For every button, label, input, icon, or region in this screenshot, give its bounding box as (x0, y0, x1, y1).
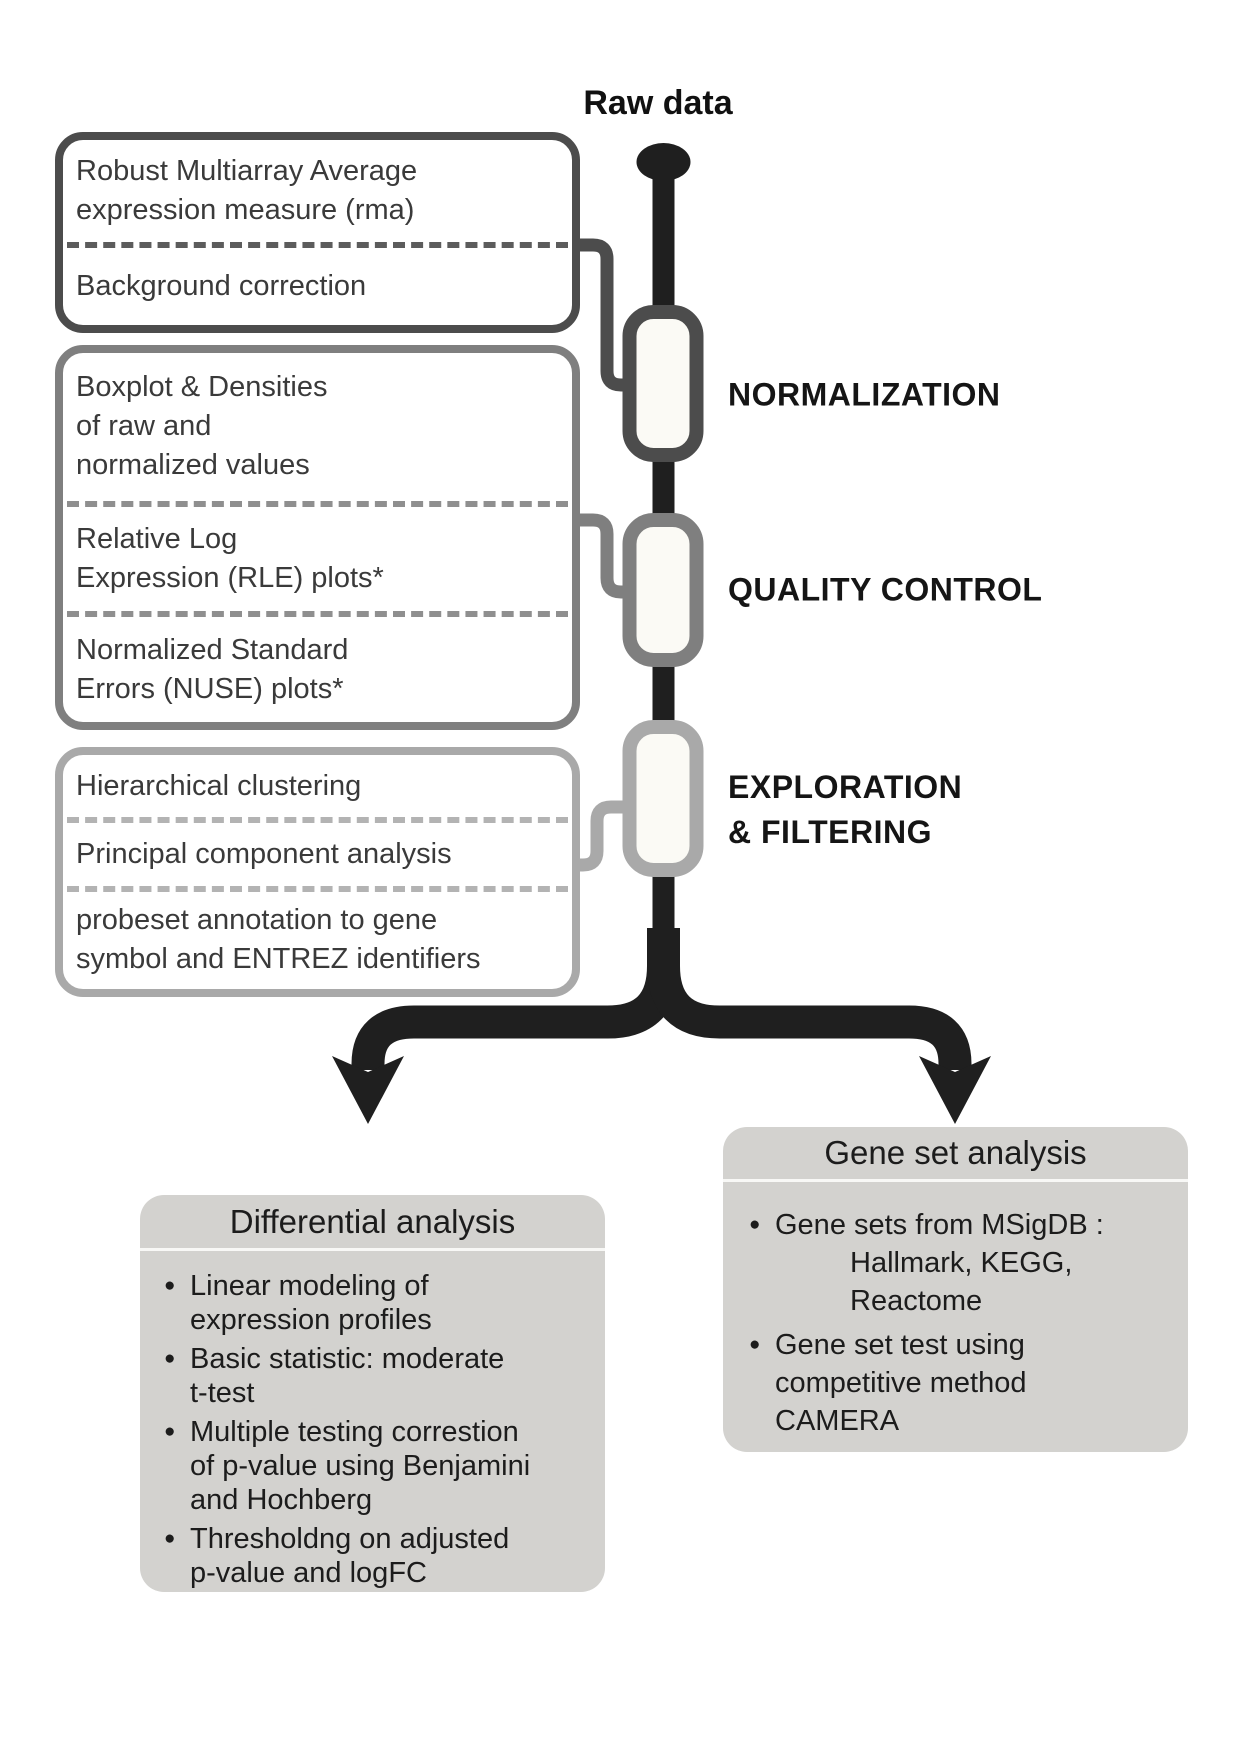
item-line: competitive method (775, 1367, 1027, 1399)
method-line: Robust Multiarray Average (76, 154, 418, 187)
method-line: Principal component analysis (76, 837, 452, 870)
list-item-text (190, 1269, 432, 1337)
method-line: of raw and (76, 410, 212, 443)
method-line: Hierarchical clustering (76, 769, 362, 802)
bullet-icon: ● (749, 1214, 761, 1235)
item-line: p-value and logFC (190, 1557, 427, 1589)
stage-label-line: QUALITY CONTROL (728, 571, 1043, 608)
method-row (63, 892, 572, 989)
card-body (140, 1251, 605, 1590)
methods-box-exploration (55, 747, 580, 997)
bullet-icon: ● (164, 1421, 176, 1442)
bullet-icon: ● (164, 1528, 176, 1549)
item-line: and Hochberg (190, 1484, 373, 1516)
item-line: Gene sets from MSigDB : (775, 1209, 1104, 1241)
branch-right (664, 928, 956, 1070)
list-item-text (190, 1342, 504, 1410)
analysis-card-gene-set (723, 1127, 1188, 1452)
item-line: CAMERA (775, 1405, 900, 1437)
method-row (63, 140, 572, 242)
method-line: Background correction (76, 269, 367, 302)
item-line: expression profiles (190, 1304, 432, 1336)
method-row (63, 617, 572, 722)
card-title: Differential analysis (140, 1195, 605, 1251)
stage-label-line: EXPLORATION (728, 769, 963, 805)
bullet-icon: ● (164, 1275, 176, 1296)
methods-box-quality-control (55, 345, 580, 730)
list-item (749, 1206, 1180, 1320)
method-line: Relative Log (76, 523, 238, 556)
method-line: symbol and ENTREZ identifiers (76, 943, 481, 976)
method-line: Errors (NUSE) plots* (76, 672, 344, 705)
item-line: Multiple testing correstion (190, 1416, 519, 1448)
stage-label-exploration-filtering (728, 765, 962, 855)
item-line: t-test (190, 1377, 255, 1409)
stage-label-normalization (728, 373, 1001, 418)
list-item-text (775, 1326, 1026, 1440)
stage-label-line: & FILTERING (728, 814, 932, 850)
list-item-text (190, 1522, 509, 1590)
list-item-text (190, 1415, 530, 1517)
item-line: Gene set test using (775, 1329, 1025, 1361)
item-line: Reactome (850, 1285, 983, 1317)
card-body (723, 1182, 1188, 1440)
method-line: Expression (RLE) plots* (76, 562, 384, 595)
list-item (164, 1522, 595, 1590)
method-line: probeset annotation to gene (76, 904, 438, 937)
item-line: of p-value using Benjamini (190, 1450, 531, 1482)
method-row (63, 248, 572, 325)
item-line: Basic statistic: moderate (190, 1343, 505, 1375)
method-row (63, 755, 572, 817)
raw-data-label: Raw data (583, 84, 733, 122)
node-normalization (630, 312, 697, 455)
method-row (63, 507, 572, 612)
item-line: Linear modeling of (190, 1270, 429, 1302)
method-row (63, 823, 572, 885)
analysis-card-differential (140, 1195, 605, 1592)
card-title: Gene set analysis (723, 1127, 1188, 1182)
method-line: Normalized Standard (76, 633, 349, 666)
method-row (63, 353, 572, 501)
item-line: Thresholdng on adjusted (190, 1523, 510, 1555)
method-line: expression measure (rma) (76, 193, 415, 226)
node-quality-control (630, 520, 697, 660)
methods-box-normalization (55, 132, 580, 333)
list-item (164, 1415, 595, 1517)
list-item (749, 1326, 1180, 1440)
bullet-icon: ● (749, 1334, 761, 1355)
bullet-icon: ● (164, 1348, 176, 1369)
list-item (164, 1269, 595, 1337)
list-item-text (775, 1206, 1104, 1320)
item-line: Hallmark, KEGG, (850, 1247, 1073, 1279)
stage-label-line: NORMALIZATION (728, 376, 1001, 413)
stage-label-quality-control (728, 568, 1042, 613)
list-item (164, 1342, 595, 1410)
node-exploration-filtering (630, 727, 697, 870)
method-line: Boxplot & Densities (76, 371, 328, 404)
method-line: normalized values (76, 449, 310, 482)
